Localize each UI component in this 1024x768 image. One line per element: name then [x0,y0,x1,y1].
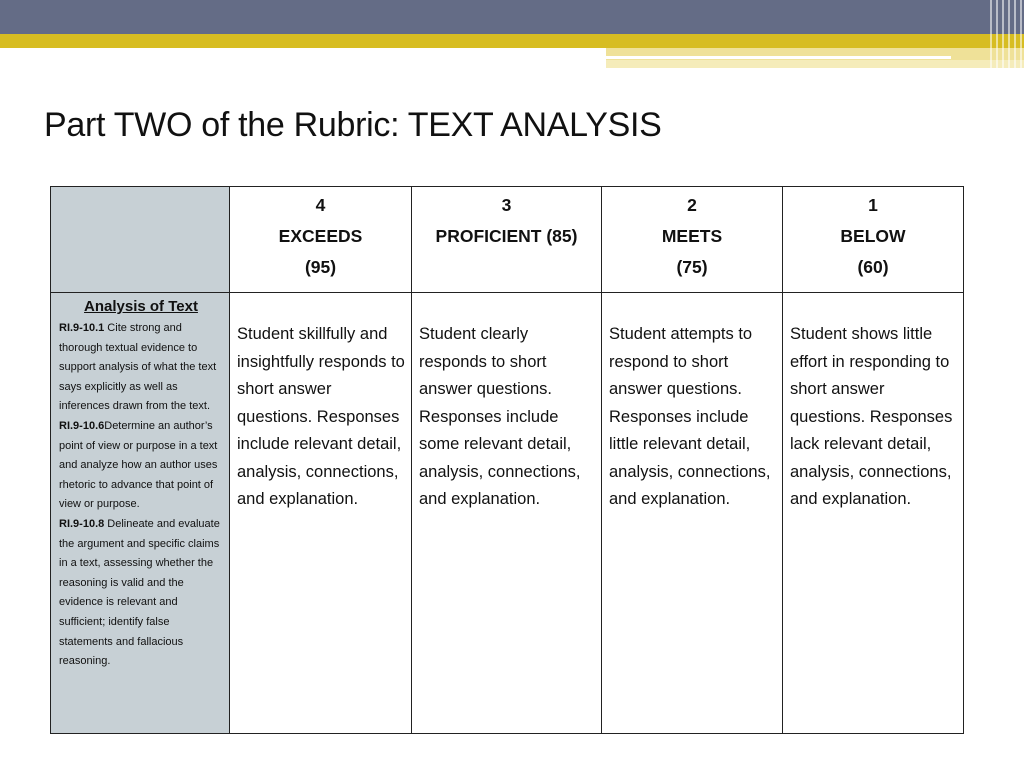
standard-code: RI.9-10.8 [59,517,105,530]
level-points: (60) [857,257,889,277]
level-header-proficient [412,187,602,293]
rubric-header-row [51,187,964,293]
standard-item [59,515,223,672]
page-title: Part TWO of the Rubric: TEXT ANALYSIS [44,106,662,144]
level-name: BELOW [840,226,906,246]
level-score: 3 [501,195,512,215]
descriptor-proficient: Student clearly responds to short answer questions. Responses include some relevant detail, analysis, connections, and explanation. [412,293,602,734]
corner-cell [51,187,230,293]
level-name: MEETS [661,226,723,246]
level-score: 2 [687,195,697,215]
descriptor-exceeds: Student skillfully and insightfully responds to short answer questions. Responses include relevant detail, analysis, connections, and explanation. [230,293,412,734]
standard-code: RI.9-10.6 [59,419,105,432]
criteria-cell [51,293,230,734]
standard-code: RI.9-10.1 [59,322,105,334]
level-name: PROFICIENT (85) [435,226,578,246]
rubric-table [50,186,964,734]
level-header-exceeds [230,187,412,293]
level-score: 4 [315,195,326,215]
standard-text: Cite strong and thorough textual evidence to support analysis of what the text says explicitly as well as inferences drawn from the text. [59,322,217,413]
level-points: (95) [304,257,337,277]
level-header-meets [602,187,783,293]
header-band [0,0,1024,34]
level-header-below [783,187,964,293]
standard-item [59,319,223,417]
level-name: EXCEEDS [278,226,363,246]
accent-band-thin [606,60,1024,68]
criteria-title: Analysis of Text [84,298,198,315]
standard-text: Delineate and evaluate the argument and specific claims in a text, assessing whether the reasoning is valid and the evidence is relevant and sufficient; identify false statements and fallacious reasoning. [59,517,220,668]
level-score: 1 [868,195,878,215]
standard-text: Determine an author’s point of view or purpose in a text and analyze how an author uses rhetoric to advance that point of view or purpose. [59,419,218,511]
rubric-criteria-row [51,293,964,734]
standard-item [59,417,223,515]
descriptor-meets: Student attempts to respond to short answer questions. Responses include little relevant detail, analysis, connections, and explanation. [602,293,783,734]
accent-divider [606,56,951,59]
descriptor-below: Student shows little effort in responding to short answer questions. Responses lack relevant detail, analysis, connections, and explanation. [783,293,964,734]
accent-band [0,34,1024,48]
header-stripes [990,0,1024,68]
level-points: (75) [676,257,708,277]
